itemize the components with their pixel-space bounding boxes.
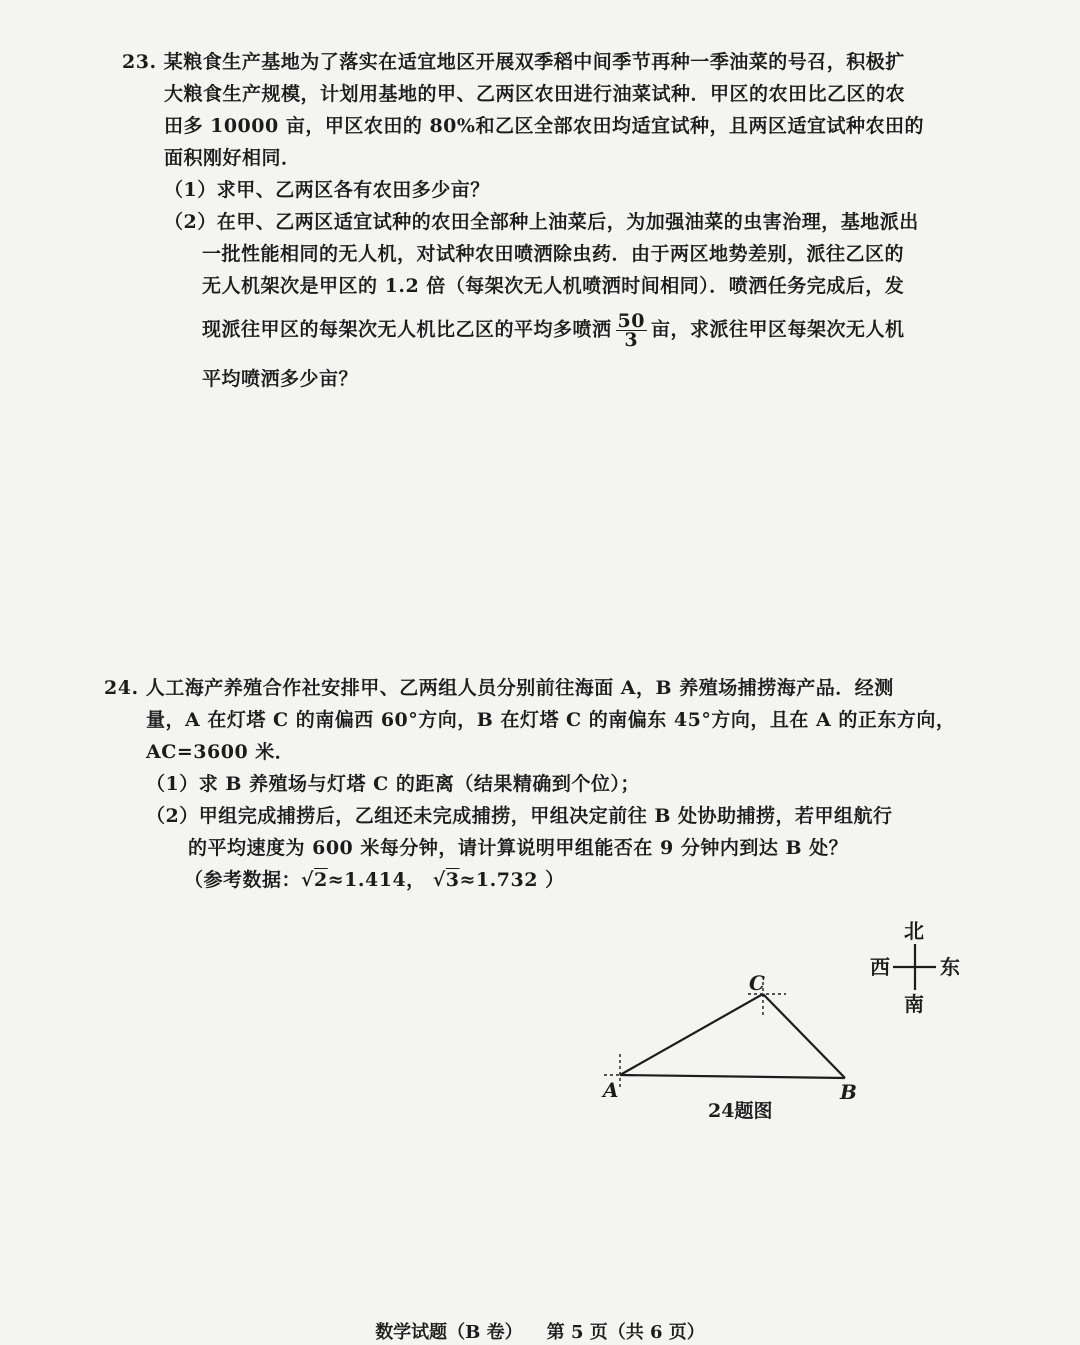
compass-north: 北	[904, 919, 924, 943]
direction-dashes	[604, 982, 786, 1090]
sqrt-3-value: ≈1.732	[459, 869, 538, 891]
ref-prefix: （参考数据：	[184, 869, 302, 891]
triangle-abc	[620, 994, 845, 1078]
footer-page-number: 第 5 页（共 6 页）	[546, 1322, 705, 1343]
q24-text-2: 量，A 在灯塔 C 的南偏西 60°方向，B 在灯塔 C 的南偏东 45°方向，且在 A 的正东方向，	[146, 709, 956, 731]
q24-text-1: 人工海产养殖合作社安排甲、乙两组人员分别前往海面 A，B 养殖场捕捞海产品．经测	[145, 677, 894, 699]
sqrt-3: 3	[445, 869, 460, 891]
q24-number: 24.	[104, 677, 139, 699]
fraction-numerator: 50	[617, 310, 645, 332]
q24-text-3: AC=3600 米．	[146, 741, 295, 763]
page-footer	[0, 1318, 1080, 1344]
compass-west: 西	[870, 955, 890, 979]
q23-number: 23.	[122, 51, 157, 73]
q23-text-2: 大粮食生产规模，计划用基地的甲、乙两区农田进行油菜试种．甲区的农田比乙区的农	[164, 83, 906, 105]
q23-part-2-line-5: 平均喷洒多少亩？	[202, 368, 359, 390]
q23-text-4: 面积刚好相同．	[164, 147, 301, 169]
compass-icon	[893, 944, 936, 990]
figure-caption: 24题图	[708, 1100, 773, 1122]
footer-subject: 数学试题（B 卷）	[375, 1322, 523, 1343]
vertex-label-c: C	[749, 971, 765, 995]
q23-part-1: （1）求甲、乙两区各有农田多少亩？	[164, 179, 490, 201]
sqrt-2-value: ≈1.414，	[327, 869, 426, 891]
q23-text-3: 田多 10000 亩，甲区农田的 80%和乙区全部农田均适宜试种，且两区适宜试种农田的	[164, 115, 924, 137]
q23-part-2-line-3: 无人机架次是甲区的 1.2 倍（每架次无人机喷洒时间相同）．喷洒任务完成后，发	[202, 275, 905, 297]
vertex-label-a: A	[603, 1078, 619, 1102]
q23-text-1: 某粮食生产基地为了落实在适宜地区开展双季稻中间季节再种一季油菜的号召，积极扩	[163, 51, 905, 73]
ref-suffix: ）	[545, 869, 565, 891]
q24-part-2-line-2: 的平均速度为 600 米每分钟，请计算说明甲组能否在 9 分钟内到达 B 处？	[188, 837, 849, 859]
q23-part-2-line-2: 一批性能相同的无人机，对试种农田喷洒除虫药．由于两区地势差别，派往乙区的	[202, 243, 905, 265]
q23-part-2-line-4-after: 亩，求派往甲区每架次无人机	[650, 318, 905, 341]
compass-south: 南	[904, 992, 924, 1016]
compass-east: 东	[940, 955, 960, 979]
sqrt-2: 2	[314, 869, 328, 891]
vertex-label-b: B	[840, 1080, 857, 1104]
q24-reference-data: （参考数据：√2≈1.414， √3≈1.732 ）	[184, 869, 565, 891]
q24-part-2-line-1: （2）甲组完成捕捞后，乙组还未完成捕捞，甲组决定前往 B 处协助捕捞，若甲组航行	[146, 805, 893, 827]
q24-part-1: （1）求 B 养殖场与灯塔 C 的距离（结果精确到个位）；	[146, 773, 640, 795]
q23-part-2-line-1: （2）在甲、乙两区适宜试种的农田全部种上油菜后，为加强油菜的虫害治理，基地派出	[164, 211, 919, 233]
q23-part-2-line-4-before: 现派往甲区的每架次无人机比乙区的平均多喷洒	[202, 318, 612, 341]
fraction-denominator: 3	[624, 329, 639, 351]
